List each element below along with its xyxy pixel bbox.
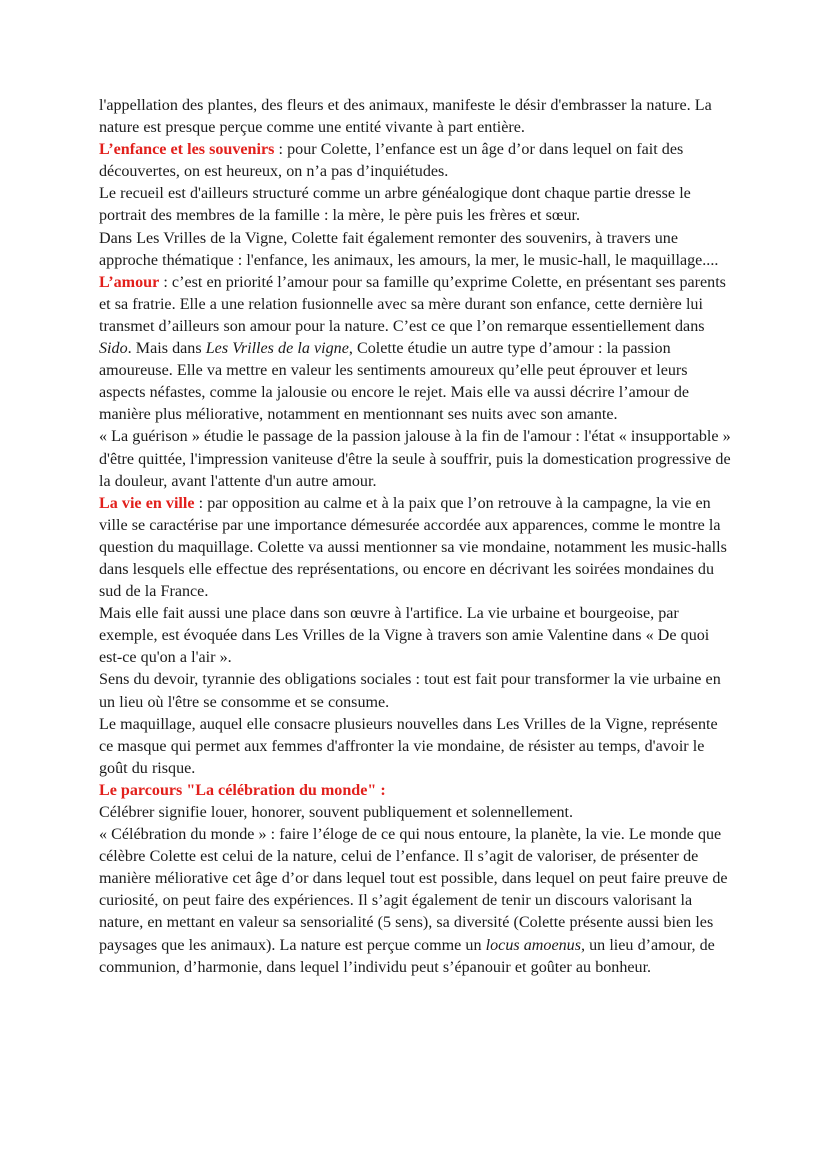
paragraph (99, 95, 731, 139)
paragraph (99, 183, 731, 227)
paragraph (99, 802, 731, 824)
body-text-run: Sens du devoir, tyrannie des obligations sociales : tout est fait pour transformer la vie urbaine en un lieu où l'être se consomme et se consume. (99, 671, 721, 711)
body-text-run: « Célébration du monde » : faire l’éloge de ce qui nous entoure, la planète, la vie. Le monde que célèbre Colette est celui de la nature, celui de l’enfance. Il s’agit de valoriser, de présenter de manière méliorative cet âge d’or dans lequel tout est possible, dans lequel on peut faire preuve de curiosité, on peut faire des expériences. Il s’agit également de tenir un discours valorisant la nature, en mettant en valeur sa sensorialité (5 sens), sa diversité (Colette présente aussi bien les paysages que les animaux). La nature est perçue comme un (99, 826, 728, 954)
paragraph (99, 603, 731, 669)
body-text-run: Célébrer signifie louer, honorer, souvent publiquement et solennellement. (99, 804, 574, 821)
italic-work-title: Les Vrilles de la vigne (205, 340, 349, 358)
body-text-run: : c’est en priorité l’amour pour sa famille qu’exprime Colette, en présentant ses parents et sa fratrie. Elle a une relation fusionnelle avec sa mère durant son enfance, cette dernière lui transmet d’ailleurs son amour pour la nature. C’est ce que l’on remarque essentiellement dans (99, 273, 726, 335)
body-text-run: un lieu d’amour, de communion, d’harmonie, dans lequel l’individu peut s’épanouir et goûter au bonheur. (99, 936, 715, 976)
body-text-run: , Colette étudie un autre type d’amour : la passion amoureuse. Elle va mettre en valeur les sentiments amoureux qu’elle peut éprouver et leurs aspects néfastes, comme la jalousie ou encore le rejet. Mais elle va aussi décrire l’amour de manière plus méliorative, notamment en mentionnant ses nuits avec son amante. (99, 340, 690, 424)
body-text-run: « La guérison » étudie le passage de la passion jalouse à la fin de l'amour : l'état « insupportable » d'être quittée, l'impression vaniteuse d'être la seule à souffrir, puis la domestication progressive de la douleur, avant l'attente d'un autre amour. (99, 428, 731, 490)
body-text-run: Mais elle fait aussi une place dans son œuvre à l'artifice. La vie urbaine et bourgeoise, par exemple, est évoquée dans Les Vrilles de la Vigne à travers son amie Valentine dans « De quoi est-ce qu'on a l'air ». (99, 605, 710, 667)
paragraph (99, 669, 731, 713)
paragraph (99, 139, 731, 183)
paragraph (99, 272, 731, 427)
paragraph (99, 714, 731, 780)
body-text-run: Le recueil est d'ailleurs structuré comme un arbre généalogique dont chaque partie dresse le portrait des membres de la famille : la mère, le père puis les frères et sœur. (99, 185, 691, 225)
italic-work-title: locus amoenus, (485, 936, 585, 954)
body-text-run: Le maquillage, auquel elle consacre plusieurs nouvelles dans Les Vrilles de la Vigne, représente ce masque qui permet aux femmes d'affronter la vie mondaine, de résister au temps, d'avoir le goût du risque. (99, 715, 718, 777)
paragraph (99, 824, 731, 979)
red-subheading-label: La vie en ville (99, 494, 195, 512)
body-text-run: . Mais dans (127, 340, 206, 358)
italic-work-title: Sido (99, 340, 128, 358)
body-text-run: l'appellation des plantes, des fleurs et des animaux, manifeste le désir d'embrasser la nature. La nature est presque perçue comme une entité vivante à part entière. (99, 97, 712, 137)
red-subheading-label: L’amour (99, 273, 160, 291)
paragraph (99, 228, 731, 272)
red-subheading-label: L’enfance et les souvenirs (99, 141, 275, 159)
document-text-body (99, 95, 731, 979)
section-heading (99, 780, 731, 802)
paragraph (99, 426, 731, 492)
body-text-run: : pour Colette, l’enfance est un âge d’or dans lequel on fait des découvertes, on est heureux, on n’a pas d’inquiétudes. (99, 141, 684, 181)
body-text-run: Dans Les Vrilles de la Vigne, Colette fait également remonter des souvenirs, à travers une approche thématique : l'enfance, les animaux, les amours, la mer, le music-hall, le maquillage.... (99, 229, 719, 269)
body-text-run: : par opposition au calme et à la paix que l’on retrouve à la campagne, la vie en ville se caractérise par une importance démesurée accordée aux apparences, comme le montre la question du maquillage. Colette va aussi mentionner sa vie mondaine, notamment les music-halls dans lesquels elle effectue des représentations, ou encore en décrivant les soirées mondaines du sud de la France. (99, 494, 727, 601)
red-subheading-label: Le parcours "La célébration du monde" : (99, 781, 386, 799)
paragraph (99, 493, 731, 603)
